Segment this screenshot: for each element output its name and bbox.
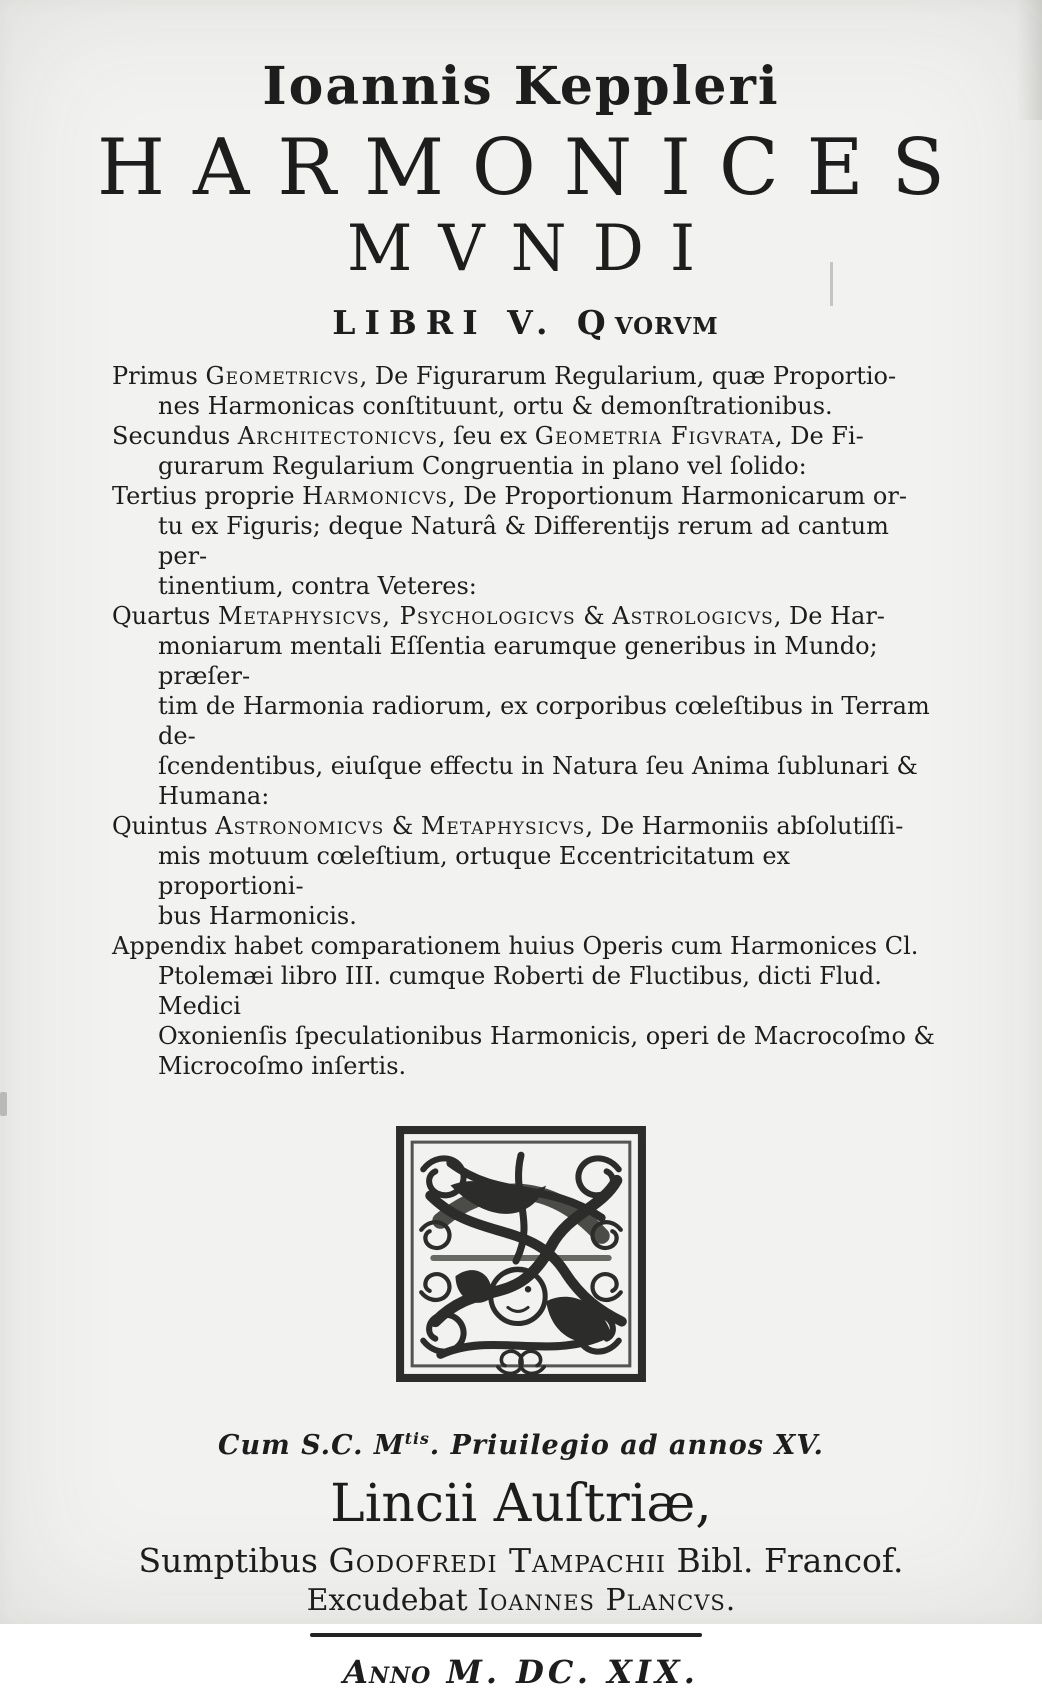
book-entry-quartus: Quartus Metaphysicvs, Psychologicvs & Astrologicvs, De Har- moniarum mentali Eſſentia earumque generibus in Mundo; præſer- tim de Harmonia radiorum, ex corporibus cœleſtibus in Terram de- ſcendentibus, eiuſque effectu in Natura ſeu Anima ſublunari & Humana: (112, 602, 930, 811)
scan-artifact-left-smudge (0, 1092, 7, 1116)
privilege-suffix: . Priuilegio ad annos XV. (429, 1430, 824, 1462)
imprint-publisher-line: Sumptibus Godofredi Tampachii Bibl. Francof. (138, 1541, 904, 1581)
book-entry-quintus: Quintus Astronomicvs & Metaphysicvs, De Harmoniis abſolutiſſi- mis motuum cœleſtium, ortuque Eccentricitatum ex proportioni- bus Harmonicis. (112, 812, 904, 931)
author-line: Ioannis Keppleri (262, 56, 780, 117)
book-entry-secundus: Secundus Architectonicvs, ſeu ex Geometria Figvrata, De Fi- gurarum Regularium Congruentia in plano vel ſolido: (112, 422, 864, 481)
imprint-printer-line: Excudebat Ioannes Plancvs. (306, 1582, 736, 1618)
divider-rule (310, 1633, 702, 1637)
book-entry-primus: Primus Geometricvs, De Figurarum Regularium, quæ Proportio- nes Harmonicas conſtituunt, ortu & demonſtrationibus. (112, 362, 897, 421)
printers-woodcut-ornament (395, 1125, 647, 1383)
book-entry-tertius: Tertius proprie Harmonicvs, De Proportionum Harmonicarum or- tu ex Figuris; deque Naturâ & Differentijs rerum ad cantum per- tinentium, contra Veteres: (112, 482, 907, 601)
privilege-superscript: tis (404, 1429, 430, 1449)
subtitle-libri-quorum: LIBRI V. Qvorvm (332, 303, 719, 343)
book-descriptions-list (112, 361, 942, 1081)
imprint-place-line: Lincii Auſtriæ, (330, 1474, 712, 1535)
imprint-year-line: Anno M. DC. XIX. (343, 1652, 699, 1691)
page-title-second-word: MVNDI (346, 212, 722, 287)
privilege-prefix: Cum S.C. M (218, 1430, 405, 1462)
page-title: HARMONICES (96, 123, 973, 214)
book-entry-appendix: Appendix habet comparationem huius Operis cum Harmonices Cl. Ptolemæi libro III. cumque Roberti de Fluctibus, dicti Flud. Medici Oxonienſis ſpeculationibus Harmonicis, operi de Macrocoſmo & Microcoſmo inſertis. (112, 932, 935, 1081)
privilege-line (0, 1429, 1042, 1461)
